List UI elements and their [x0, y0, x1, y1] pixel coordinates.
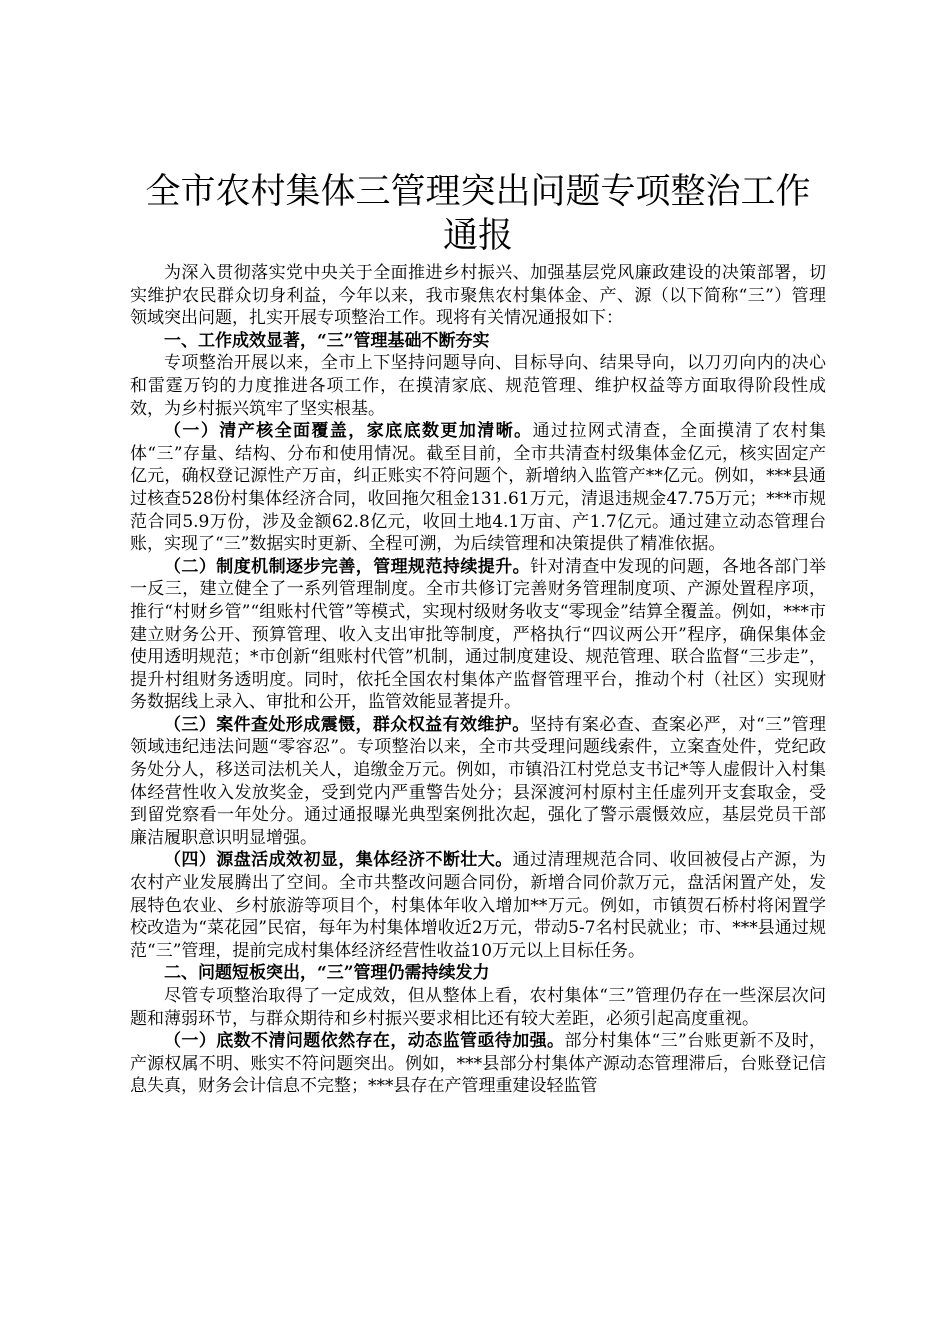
item-text: 通过拉网式清查，全面摸清了农村集体“三”存量、结构、分布和使用情况。截至目前，全市共清查村级集体金亿元，核实固定产亿元，确权登记源性产万亩，纠正账实不符问题个，新增纳入监管产**亿元。例如，***县通过核查528份村集体经济合同，收回拖欠租金131.61万元，清退违规金47.75万元；***市规范合同5.9万份，涉及金额62.8亿元，收回土地4.1万亩、产1.7亿元。通过建立动态管理台账，实现了“三”数据实时更新、全程可溯，为后续管理和决策提供了精准依据。: [130, 421, 827, 555]
item-text: 通过清理规范合同、收回被侵占产源，为农村产业发展腾出了空间。全市共整改问题合同份，新增合同价款万元，盘活闲置产处，发展特色农业、乡村旅游等项目个，村集体年收入增加**万元。例如，市镇贺石桥村将闲置学校改造为“菜花园”民宿，每年为村集体增收近2万元，带动5-7名村民就业；市、***县通过规范“三”管理，提前完成村集体经济经营性收益10万元以上目标任务。: [130, 850, 827, 961]
section1-heading: 一、工作成效显著，“三”管理基础不断夯实: [164, 330, 490, 351]
item-text: 部分村集体“三”台账更新不及时，产源权属不明、账实不符问题突出。例如，***县部分村集体产源动态管理滞后，台账登记信息失真，财务会计信息不完整；***县存在产管理重建设轻监管: [130, 1031, 826, 1097]
document-page: [130, 170, 826, 1098]
item-lead: （三）案件查处形成震慑，群众权益有效维护。: [164, 714, 530, 735]
section1-item-1: [130, 420, 826, 556]
item-lead: （一）清产核全面覆盖，家底底数更加清晰。: [164, 421, 533, 442]
section1-item-4: [130, 849, 826, 962]
item-text: 针对清查中发现的问题，各地各部门举一反三，建立健全了一系列管理制度。全市共修订完善财务管理制度项、产源处置程序项，推行“村财乡管”“组账村代管”等模式，实现村级财务收支“零现金”结算全覆盖。例如，***市建立财务公开、预算管理、收入支出审批等制度，严格执行“四议两公开”程序，确保集体金使用透明规范；*市创新“组账村代管”机制，通过制度建设、规范管理、联合监督“三步走”，提升村组财务透明度。同时，依托全国农村集体产监督管理平台，推动个村（社区）实现财务数据线上录入、审批和公开，监管效能显著提升。: [130, 556, 827, 713]
section2-item-1: [130, 1030, 826, 1098]
document-title: 全市农村集体三管理突出问题专项整治工作通报: [145, 172, 811, 256]
section2-body: 尽管专项整治取得了一定成效，但从整体上看，农村集体“三”管理仍存在一些深层次问题和薄弱环节，与群众期待和乡村振兴要求相比还有较大差距，必须引起高度重视。: [130, 986, 826, 1029]
section1-item-2: [130, 556, 826, 714]
item-lead: （一）底数不清问题依然存在，动态监管亟待加强。: [164, 1031, 565, 1052]
item-lead: （二）制度机制逐步完善，管理规范持续提升。: [164, 556, 531, 577]
item-text: 坚持有案必查、查案必严，对“三”管理领域违纪违法问题“零容忍”。专项整治以来，全市共受理问题线索件，立案查处件，党纪政务处分人，移送司法机关人，追缴金万元。例如，市镇沿江村党总支书记*等人虚假计入村集体经营性收入发放奖金，受到党内严重警告处分；县深渡河村原村主任虚列开支套取金，受到留党察看一年处分。通过通报曝光典型案例批次起，强化了警示震慑效应，基层党员干部廉洁履职意识明显增强。: [130, 714, 827, 848]
item-lead: （四）源盘活成效初显，集体经济不断壮大。: [164, 850, 513, 871]
section1-body: 专项整治开展以来，全市上下坚持问题导向、目标导向、结果导向，以刀刃向内的决心和雷霆万钧的力度推进各项工作，在摸清家底、规范管理、维护权益等方面取得阶段性成效，为乡村振兴筑牢了坚实根基。: [130, 353, 826, 419]
section2-heading: 二、问题短板突出，“三”管理仍需持续发力: [164, 963, 490, 984]
section1-item-3: [130, 714, 826, 850]
intro-paragraph: 为深入贯彻落实党中央关于全面推进乡村振兴、加强基层党风廉政建设的决策部署，切实维护农民群众切身利益，今年以来，我市聚焦农村集体金、产、源（以下简称“三”）管理领域突出问题，扎实开展专项整治工作。现将有关情况通报如下：: [130, 263, 826, 329]
